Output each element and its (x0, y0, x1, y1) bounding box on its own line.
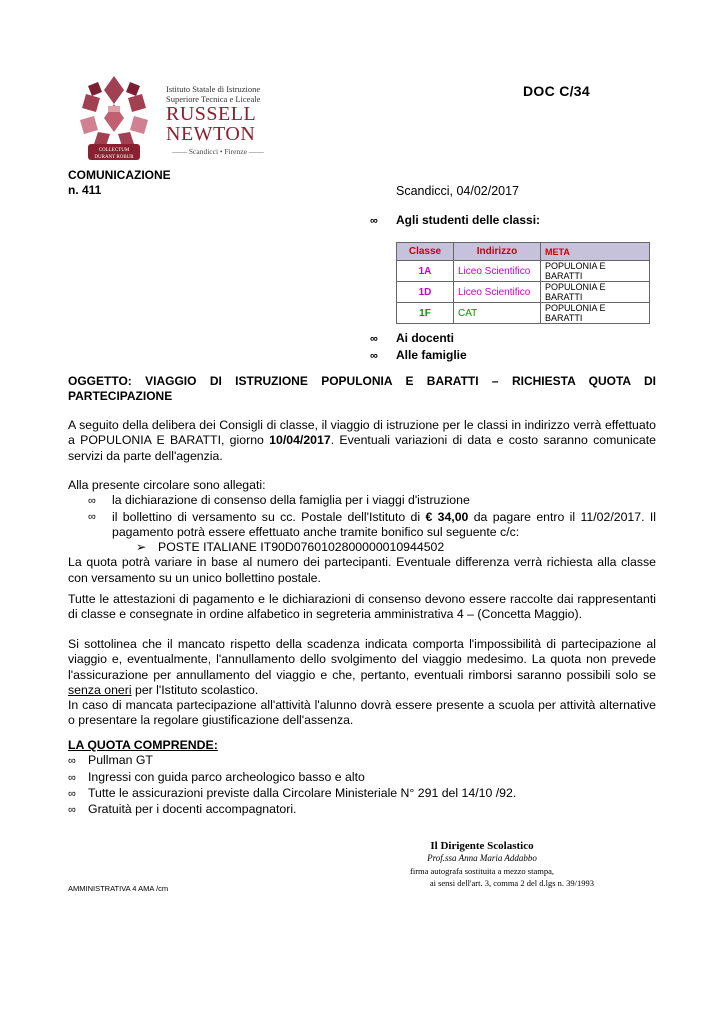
bullet-icon: ∞ (68, 804, 76, 817)
includes-section: LA QUOTA COMPRENDE: ∞ Pullman GT ∞ Ingressi con guida parco archeologico basso e alto ∞ Tutte le assicurazioni previste dalla Circolare Ministeriale N° 291 del 14/10 /92. ∞ Gratuità per i docenti accompagnatori. (68, 738, 516, 818)
logo-emblem-icon (68, 72, 160, 164)
doc-code: DOC C/34 (523, 83, 590, 99)
svg-text:COLLECTUM: COLLECTUM (98, 148, 130, 153)
logo-institute-text: Istituto Statale di Istruzione Superiore Tecnica e Liceale (166, 84, 261, 104)
paragraph-attestations: Tutte le attestazioni di pagamento e le dichiarazioni di consenso devono essere raccolte dai rappresentanti di classe e consegnate in ordine alfabetico in segreteria amministrativa 4 – (Concetta Maggio). (68, 592, 656, 622)
footer-ref: AMMINISTRATIVA 4 AMA /cm (68, 884, 169, 893)
classes-table (396, 242, 650, 324)
table-row: 1F CAT POPULONIA E BARATTI (397, 303, 650, 324)
bullet-icon: ∞ (370, 350, 378, 362)
bullet-icon: ∞ (68, 771, 76, 784)
recipients-other: ∞ Ai docenti ∞ Alle famiglie (370, 331, 467, 362)
paragraph-deadline: Si sottolinea che il mancato rispetto della scadenza indicata comporta l'impossibilità di partecipazione al viaggio e, eventualmente, l'annullamento dello svolgimento del viaggio medesimo. La quota non prevede l'assicurazione per annullamento del viaggio e che, pertanto, eventuali rimborsi saranno possibili solo se senza oneri per l'Istituto scolastico. In caso di mancata partecipazione all'attività l'alunno dovrà essere presente a scuola per attività alternative o presentare la regolare giustificazione dell'assenza. (68, 637, 656, 728)
logo-school-name: RUSSELL NEWTON (166, 103, 257, 145)
place-date: Scandicci, 04/02/2017 (396, 184, 520, 198)
paragraph-intro: A seguito della delibera dei Consigli di classe, il viaggio di istruzione per le classi in indirizzo verrà effettuato a POPULONIA E BARATTI, giorno 10/04/2017. Eventuali variazioni di data e costo saranno comunicate servizi da parte dell'agenzia. (68, 418, 656, 463)
bullet-icon: ∞ (88, 510, 96, 523)
bullet-icon: ∞ (370, 333, 378, 345)
bullet-icon: ∞ (370, 215, 378, 227)
arrow-icon: ➢ (136, 540, 147, 555)
table-header-row: Classe Indirizzo META (397, 243, 650, 261)
signature-block: Il Dirigente Scolastico Prof.ssa Anna Maria Addabbo firma autografa sostituita a mezzo stampa, ai sensi dell'art. 3, comma 2 del d.lgs n. 39/1993 (410, 840, 594, 888)
recipient-students: ∞ Agli studenti delle classi: (370, 213, 541, 227)
bullet-icon: ∞ (68, 755, 76, 768)
subject-line: OGGETTO: VIAGGIO DI ISTRUZIONE POPULONIA E BARATTI – RICHIESTA QUOTA DI PARTECIPAZIONE (68, 374, 656, 403)
bullet-icon: ∞ (68, 787, 76, 800)
table-row: 1A Liceo Scientifico POPULONIA E BARATTI (397, 261, 650, 282)
bullet-icon: ∞ (88, 495, 96, 508)
attachments-section: Alla presente circolare sono allegati: ∞ la dichiarazione di consenso della famiglia per i viaggi d'istruzione ∞ il bollettino di versamento su cc. Postale dell'Istituto di € 34,00 da pagare entro il 11/02/2017. Il pagamento potrà essere effettuato anche tramite bonifico sul seguente c/c: ➢ POSTE ITALIANE IT90D0760102800000010944502 La quota potrà variare in base al numero dei partecipanti. Eventuale differenza verrà richiesta alla classe con versamento su un unico bollettino postale. (68, 478, 656, 585)
table-row: 1D Liceo Scientifico POPULONIA E BARATTI (397, 282, 650, 303)
svg-text:DURANT ROBUR: DURANT ROBUR (94, 155, 134, 160)
communication-header: COMUNICAZIONE n. 411 (68, 168, 171, 197)
logo-city: —— Scandicci • Firenze —— (172, 147, 264, 156)
